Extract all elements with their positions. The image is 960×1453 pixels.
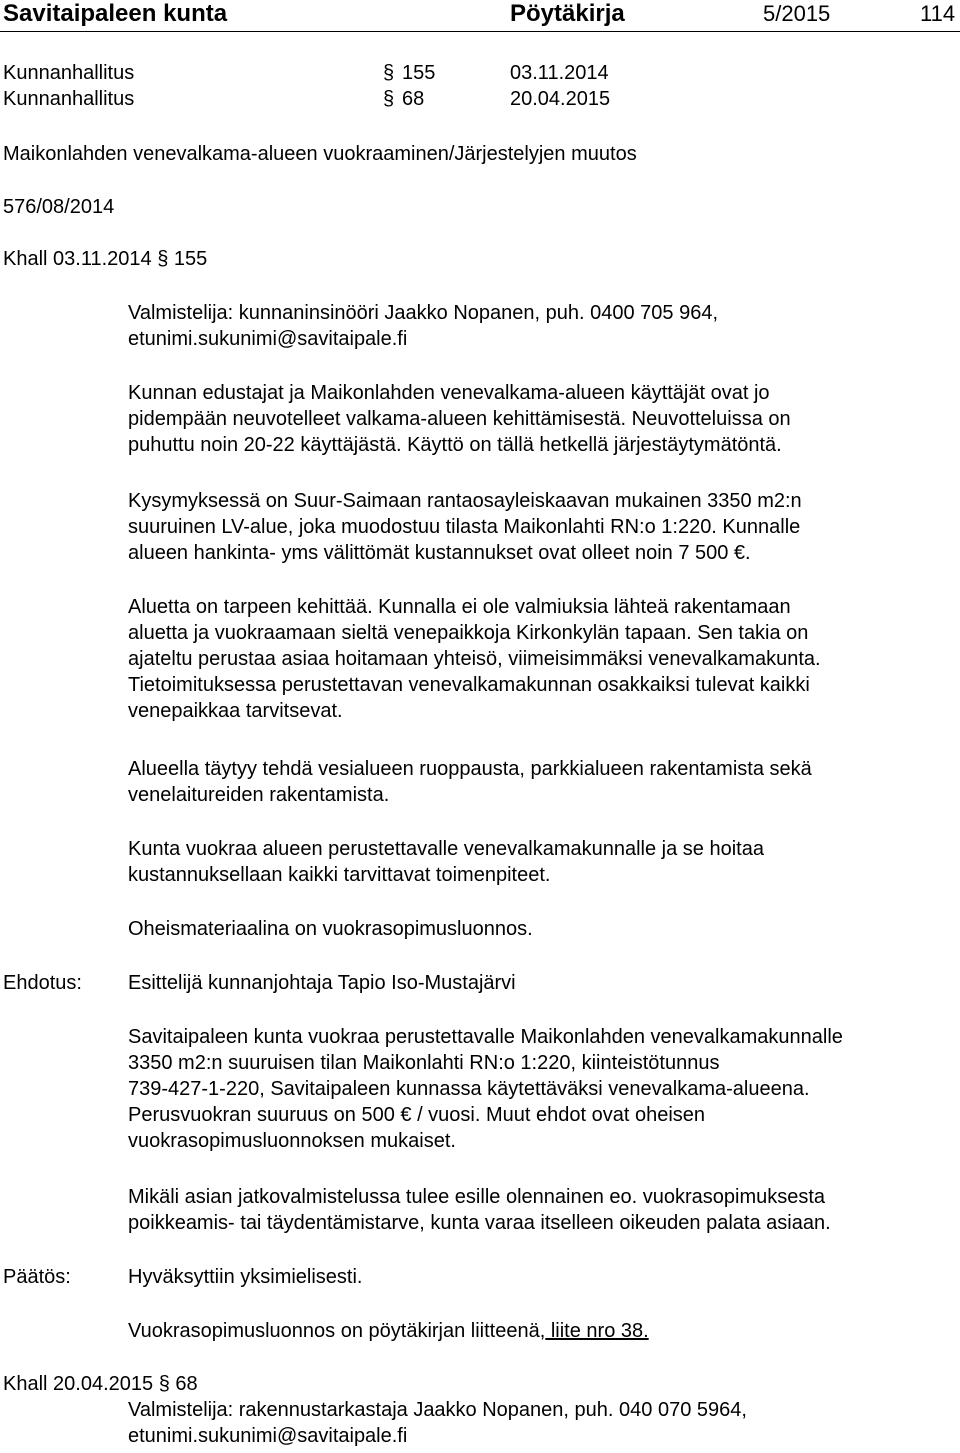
section-icon: § xyxy=(158,1373,170,1395)
paragraph-line: Savitaipaleen kunta vuokraa perustettavalle Maikonlahden venevalkamakunnalle xyxy=(128,1026,843,1048)
meeting-body: Kunnanhallitus xyxy=(3,88,135,110)
document-number: 5/2015 xyxy=(763,1,831,26)
preparer-line: Valmistelija: kunnaninsinööri Jaakko Nopanen, puh. 0400 705 964, xyxy=(128,302,719,324)
paragraph-line: kustannuksellaan kaikki tarvittavat toimenpiteet. xyxy=(128,864,551,886)
khall-date: Khall 03.11.2014 xyxy=(3,248,152,270)
case-title: Maikonlahden venevalkama-alueen vuokraaminen/Järjestelyjen muutos xyxy=(3,143,637,165)
body-paragraph xyxy=(128,380,958,458)
paragraph-line: Kunnan edustajat ja Maikonlahden venevalkama-alueen käyttäjät ovat jo xyxy=(128,382,770,404)
section-icon: § xyxy=(383,62,395,84)
decision-text xyxy=(128,1264,958,1290)
paragraph-line: vuokrasopimusluonnoksen mukaiset. xyxy=(128,1130,456,1152)
preparer-block xyxy=(128,300,958,352)
meeting-section: 68 xyxy=(402,88,425,110)
attachment-note xyxy=(128,1318,958,1344)
attachment-prefix: Vuokrasopimusluonnos on pöytäkirjan liitteenä, xyxy=(128,1320,546,1342)
section-icon: § xyxy=(157,248,169,270)
paragraph-line: 739-427-1-220, Savitaipaleen kunnassa käytettäväksi venevalkama-alueena. xyxy=(128,1078,810,1100)
proposal-presenter xyxy=(128,970,958,996)
meeting-section: 155 xyxy=(402,62,436,84)
khall-section: 155 xyxy=(173,248,208,270)
preparer-block xyxy=(128,1397,958,1449)
decision-line: Hyväksyttiin yksimielisesti. xyxy=(128,1266,363,1288)
paragraph-line: Tietoimituksessa perustettavan venevalkamakunnan osakkaiksi tulevat kaikki xyxy=(128,674,810,696)
paragraph-line: Alueella täytyy tehdä vesialueen ruoppausta, parkkialueen rakentamista sekä xyxy=(128,758,812,780)
body-paragraph xyxy=(128,916,958,942)
khall-label xyxy=(3,246,207,272)
attachment-line xyxy=(128,1318,958,1344)
preparer-email: etunimi.sukunimi@savitaipale.fi xyxy=(128,1425,408,1447)
body-paragraph xyxy=(128,594,958,724)
paragraph-line: alueen hankinta- yms välittömät kustannukset ovat olleet noin 7 500 €. xyxy=(128,542,751,564)
paragraph-line: pidempään neuvotelleet valkama-alueen kehittämisestä. Neuvotteluissa on xyxy=(128,408,791,430)
presenter-line: Esittelijä kunnanjohtaja Tapio Iso-Mustajärvi xyxy=(128,972,516,994)
paragraph-line: suuruinen LV-alue, joka muodostuu tilasta Maikonlahti RN:o 1:220. Kunnalle xyxy=(128,516,801,538)
meeting-date: 03.11.2014 xyxy=(510,62,609,84)
khall-label xyxy=(3,1371,198,1397)
paragraph-line: puhuttu noin 20-22 käyttäjästä. Käyttö on tällä hetkellä järjestäytymätöntä. xyxy=(128,434,782,456)
paragraph-line: Mikäli asian jatkovalmistelussa tulee esille olennainen eo. vuokrasopimuksesta xyxy=(128,1186,826,1208)
paragraph-line: Oheismateriaalina on vuokrasopimusluonnos. xyxy=(128,918,533,940)
decision-label: Päätös: xyxy=(3,1266,71,1288)
meeting-date: 20.04.2015 xyxy=(510,88,611,110)
body-paragraph xyxy=(128,488,958,566)
paragraph-line: venepaikkaa tarvitsevat. xyxy=(128,700,343,722)
preparer-line: Valmistelija: rakennustarkastaja Jaakko Nopanen, puh. 040 070 5964, xyxy=(128,1399,747,1421)
attachment-link[interactable]: liite nro 38. xyxy=(545,1320,649,1342)
paragraph-line: venelaitureiden rakentamista. xyxy=(128,784,390,806)
municipality-name: Savitaipaleen kunta xyxy=(3,0,228,27)
paragraph-line: Kunta vuokraa alueen perustettavalle venevalkamakunnalle ja se hoitaa xyxy=(128,838,764,860)
khall-section: 68 xyxy=(175,1373,198,1395)
meeting-body: Kunnanhallitus xyxy=(3,62,135,84)
paragraph-line: ajateltu perustaa asiaa hoitamaan yhteisö, viimeisimmäksi venevalkamakunta. xyxy=(128,648,821,670)
paragraph-line: aluetta ja vuokraamaan sieltä venepaikkoja Kirkonkylän tapaan. Sen takia on xyxy=(128,622,809,644)
document-type: Pöytäkirja xyxy=(510,0,625,27)
proposal-label: Ehdotus: xyxy=(3,972,82,994)
header-divider xyxy=(0,31,960,32)
paragraph-line: poikkeamis- tai täydentämistarve, kunta varaa itselleen oikeuden palata asiaan. xyxy=(128,1212,831,1234)
paragraph-line: Perusvuokran suuruus on 500 € / vuosi. Muut ehdot ovat oheisen xyxy=(128,1104,706,1126)
paragraph-line: 3350 m2:n suuruisen tilan Maikonlahti RN:o 1:220, kiinteistötunnus xyxy=(128,1052,720,1074)
page-number: 114 xyxy=(920,1,956,26)
case-number: 576/08/2014 xyxy=(3,196,115,218)
section-icon: § xyxy=(383,88,395,110)
proposal-paragraph xyxy=(128,1024,958,1154)
proposal-paragraph xyxy=(128,1184,958,1236)
paragraph-line: Kysymyksessä on Suur-Saimaan rantaosayleiskaavan mukainen 3350 m2:n xyxy=(128,490,802,512)
khall-date: Khall 20.04.2015 xyxy=(3,1373,154,1395)
body-paragraph xyxy=(128,836,958,888)
paragraph-line: Aluetta on tarpeen kehittää. Kunnalla ei ole valmiuksia lähteä rakentamaan xyxy=(128,596,791,618)
body-paragraph xyxy=(128,756,958,808)
preparer-email: etunimi.sukunimi@savitaipale.fi xyxy=(128,328,408,350)
